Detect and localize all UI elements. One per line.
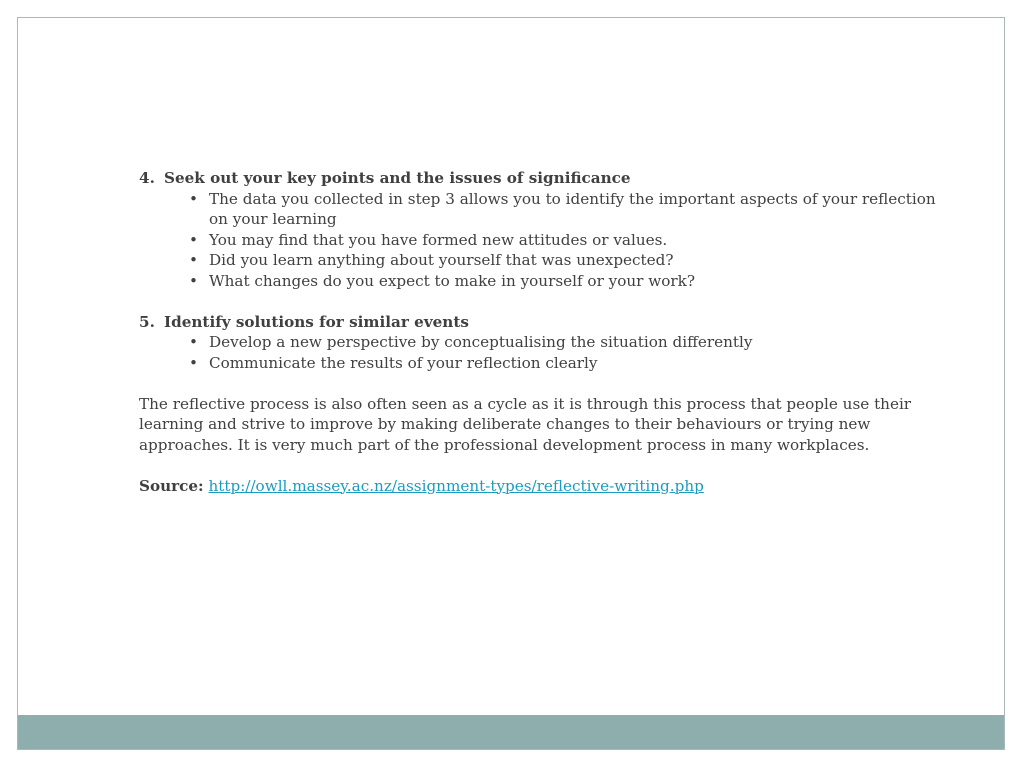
source-label: Source:	[139, 476, 204, 495]
section-title: Identify solutions for similar events	[164, 312, 469, 331]
bullet-item: • Develop a new perspective by conceptualising the situation differently	[189, 332, 949, 353]
bullet-item: • What changes do you expect to make in yourself or your work?	[189, 271, 949, 292]
spacer	[139, 455, 949, 476]
spacer	[139, 291, 949, 312]
bullet-item: • The data you collected in step 3 allows you to identify the important aspects of your reflection on your learning	[189, 189, 949, 230]
section-heading-4	[139, 168, 949, 189]
section-number: 4.	[139, 169, 155, 187]
footer-band	[18, 715, 1004, 749]
bullet-item: • Did you learn anything about yourself that was unexpected?	[189, 250, 949, 271]
source-line	[139, 476, 949, 497]
bullet-list-4	[139, 189, 949, 292]
source-link[interactable]: http://owll.massey.ac.nz/assignment-types/reflective-writing.php	[208, 476, 704, 495]
slide-content	[139, 168, 949, 496]
slide	[17, 17, 1005, 750]
body-paragraph: The reflective process is also often seen as a cycle as it is through this process that people use their learning and strive to improve by making deliberate changes to their behaviours or trying new approaches. It is very much part of the professional development process in many workplaces.	[139, 394, 912, 454]
section-heading-5	[139, 312, 949, 333]
section-number: 5.	[139, 312, 155, 331]
section-title: Seek out your key points and the issues of significance	[164, 169, 631, 187]
spacer	[139, 373, 949, 394]
bullet-list-5	[139, 332, 949, 373]
bullet-item: • Communicate the results of your reflection clearly	[189, 353, 949, 374]
bullet-item: • You may find that you have formed new attitudes or values.	[189, 230, 949, 251]
